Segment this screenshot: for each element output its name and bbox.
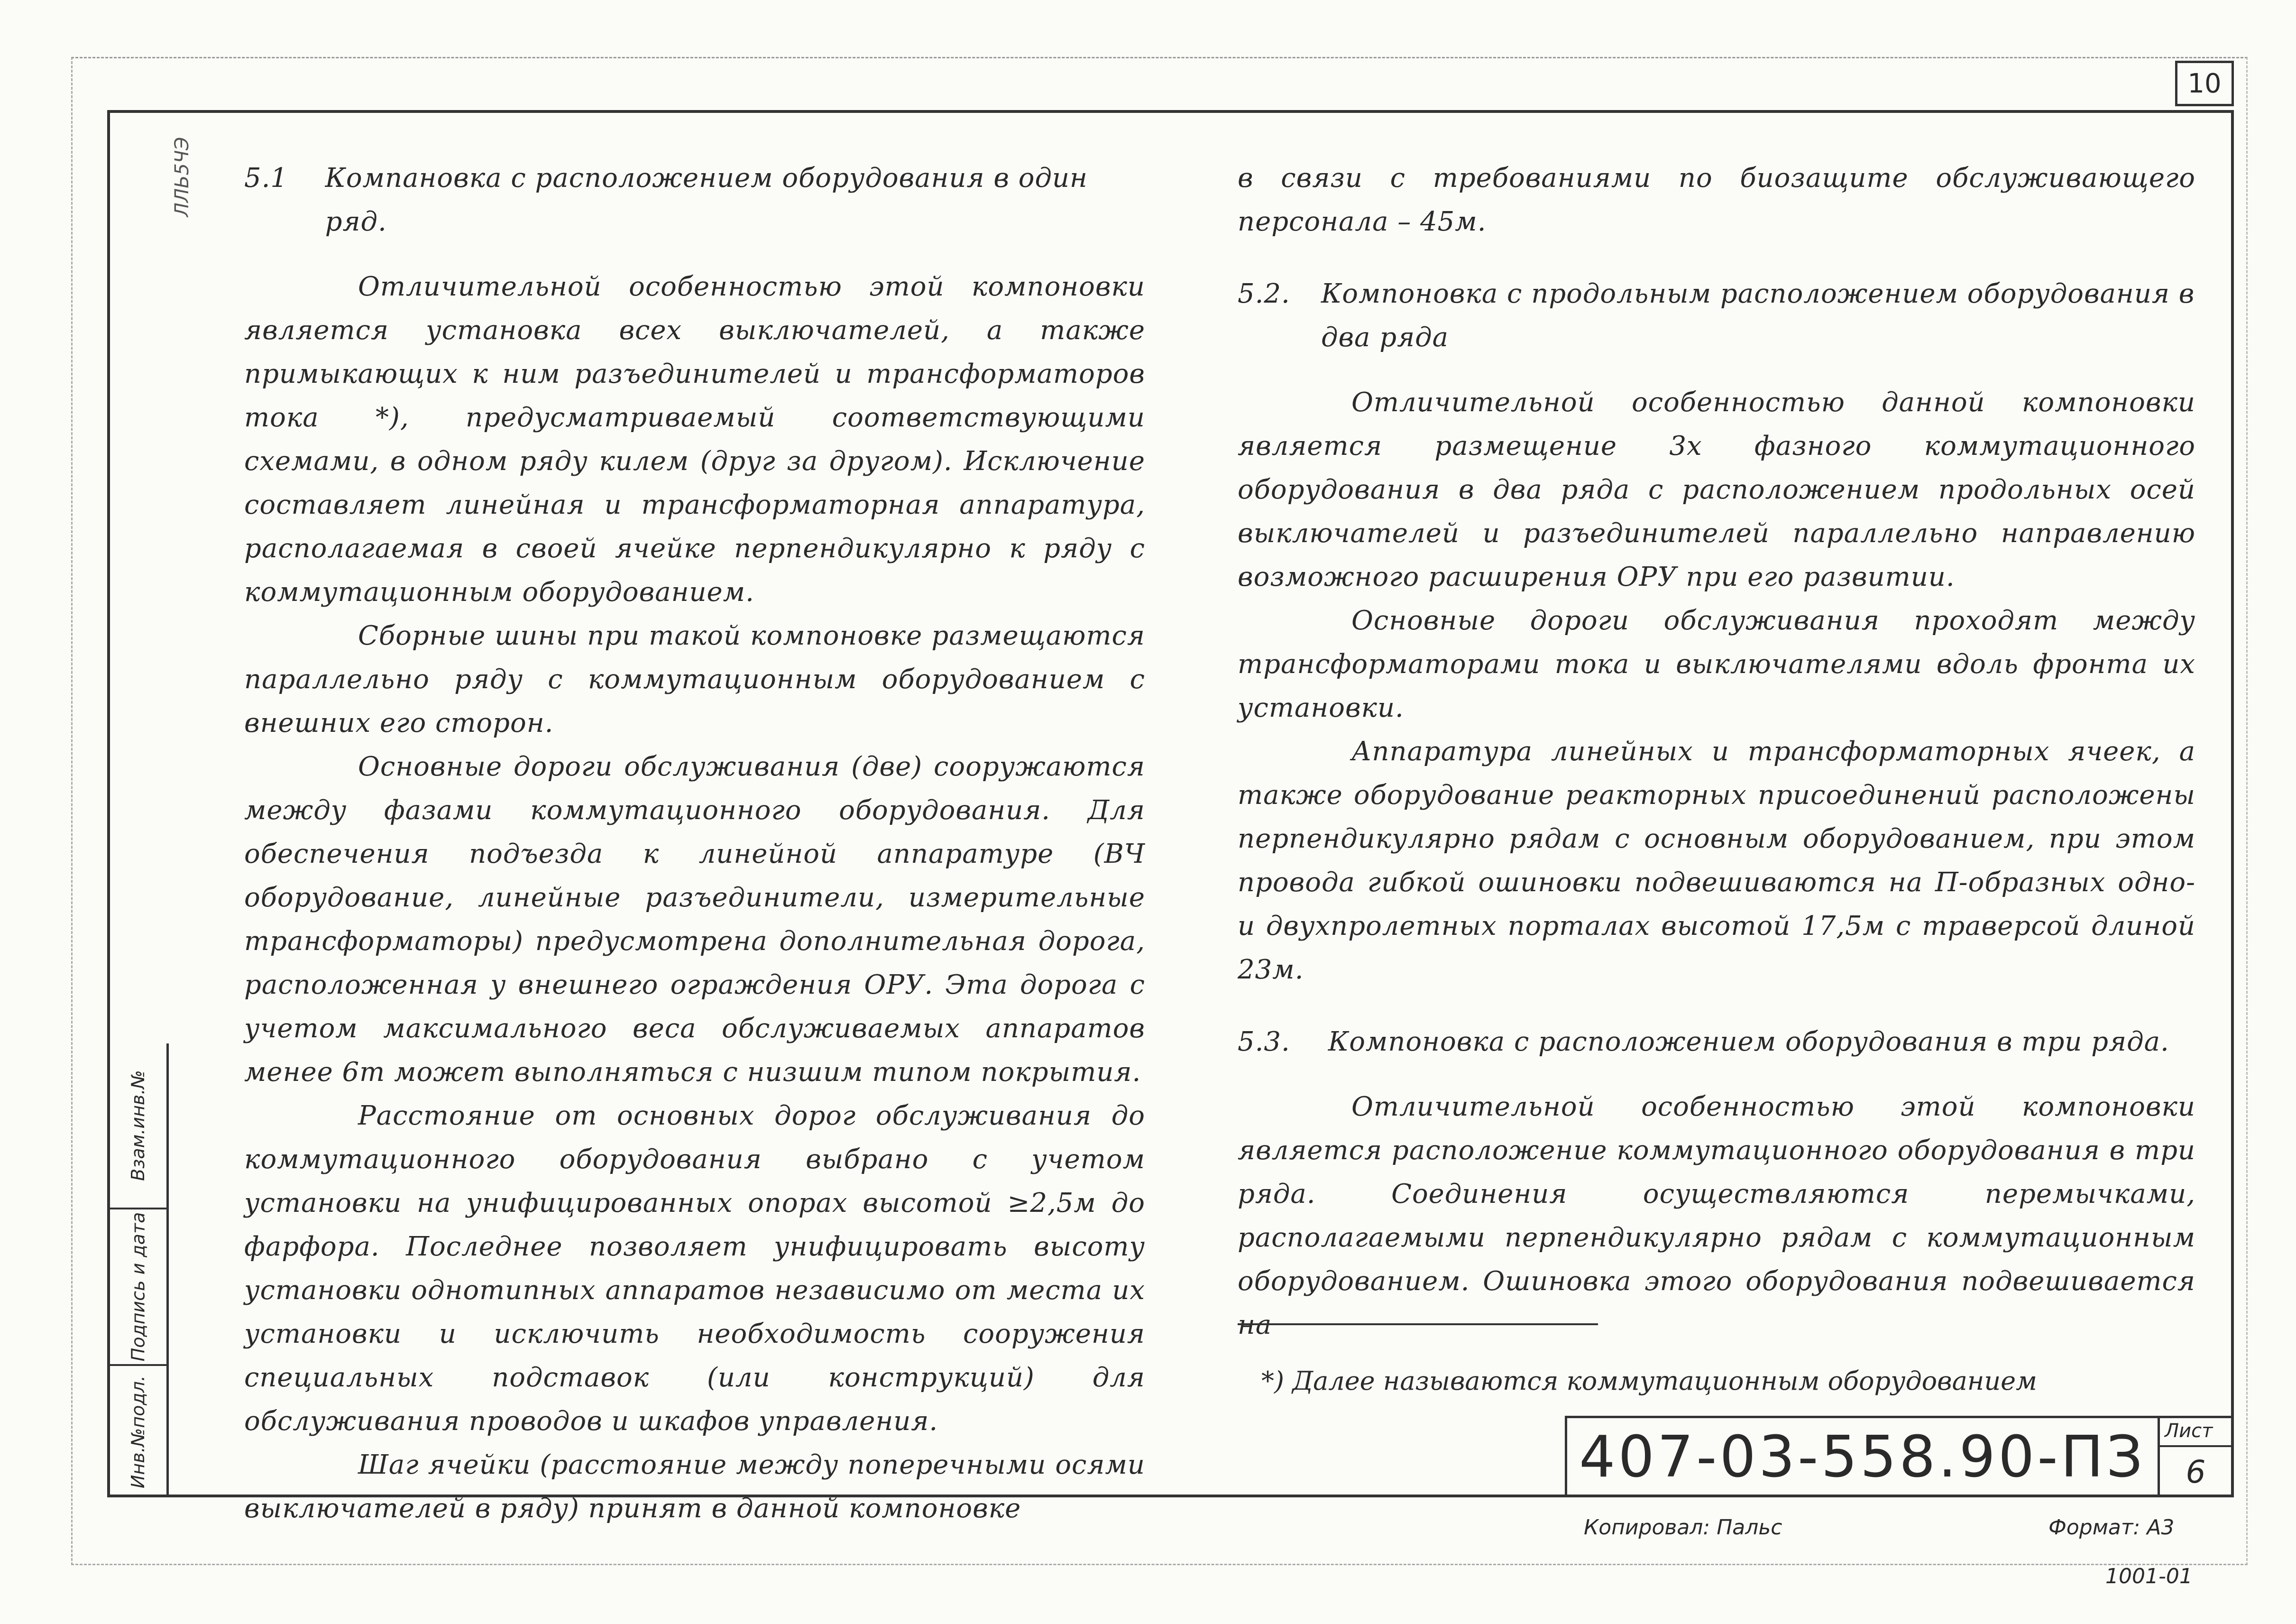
side-cell-inv-original: Инв.№подл. [128,1375,149,1488]
list-value: 6 [2160,1445,2232,1496]
section-5-2-heading [1238,272,2195,360]
paragraph: Отличительной особенностью этой компоновки является установка всех выключателей, а также примыкающих к ним разъединителей и трансформаторов тока *), предусматриваемый соответствующими схемами, в одном ряду килем (друг за другом). Исключение составляет линейная и трансформаторная аппаратура, располагаемая в своей ячейке перпендикулярно к ряду с коммутационным оборудованием. [244,271,1145,608]
left-column [244,157,1145,1531]
paragraph: Основные дороги обслуживания (две) сооружаются между фазами коммутационного оборудования. Для обеспечения подъезда к линейной аппаратуре (ВЧ оборудование, линейные разъединители, измерительные трансформаторы) предусмотрена дополнительная дорога, расположенная у внешнего ограждения ОРУ. Эта дорога с учетом максимального веса обслуживаемых аппаратов менее 6т может выполняться с низшим типом покрытия. [244,751,1145,1088]
side-cell-signature-date: Подпись и дата [107,1209,169,1366]
paragraph: Основные дороги обслуживания проходят между трансформаторами тока и выключателями вдоль фронта их установки. [1238,605,2195,723]
section-5-1-heading [244,157,1145,244]
list-label: Лист [2165,1420,2213,1442]
document-code: 407-03-558.90-ПЗ [1565,1416,2158,1496]
paper-format: Формат: А3 [2048,1515,2175,1540]
side-cell-inv-replace: Взам.инв.№ [107,1043,169,1209]
paragraph: Отличительной особенностью данной компоновки является размещение 3х фазного коммутационного оборудования в два ряда с расположением продольных осей выключателей и разъединителей параллельно направлению возможного расширения ОРУ при его развитии. [1238,387,2195,592]
section-title: Компановка с расположением оборудования в один ряд. [325,163,1088,237]
section-number: 5.2. [1238,278,1290,309]
paragraph: Аппаратура линейных и трансформаторных ячеек, а также оборудование реакторных присоединений расположены перпендикулярно рядам с основным оборудованием, при этом провода гибкой ошиновки подвешиваются на П-образных одно- и двухпролетных порталах высотой 17,5м с траверсой длиной 23м. [1238,736,2195,985]
side-signature-strip [107,1043,169,1497]
section-title: Компоновка с расположением оборудования в три ряда. [1328,1026,2169,1057]
paragraph: Шаг ячейки (расстояние между поперечными осями выключателей в ряду) принят в данной компоновке [244,1449,1145,1524]
paragraph: Сборные шины при такой компоновке размещаются параллельно ряду с коммутационным оборудованием с внешних его сторон. [244,620,1145,738]
paragraph: Расстояние от основных дорог обслуживания до коммутационного оборудования выбрано с учетом установки на унифицированных опорах высотой ≥2,5м до фарфора. Последнее позволяет унифицировать высоту установки однотипных аппаратов независимо от места их установки и исключить необходимость сооружения специальных подставок (или конструкций) для обслуживания проводов и шкафов управления. [244,1100,1145,1437]
copied-by: Копировал: Пальс [1584,1515,1782,1540]
section-number: 5.1 [244,163,288,194]
footnote: *) Далее называются коммутационным оборудованием [1261,1366,2037,1396]
sheet-number: 10 [2175,61,2234,106]
right-column [1238,157,2195,1347]
continuation-paragraph: в связи с требованиями по биозащите обслуживающего персонала – 45м. [1238,163,2195,237]
section-number: 5.3. [1238,1026,1290,1057]
footnote-divider [1238,1323,1598,1325]
sheet-list-cell [2158,1416,2232,1496]
section-title: Компоновка с продольным расположением оборудования в два ряда [1321,278,2195,353]
bottom-code: 1001-01 [2105,1564,2193,1588]
side-stamp: ЛЛЬ5ЧЭ [171,137,193,217]
section-5-3-heading [1238,1020,2195,1064]
paragraph: Отличительной особенностью этой компоновки является расположение коммутационного оборудования в три ряда. Соединения осуществляются перемычками, располагаемыми перпендикулярно рядам с коммутационным оборудованием. Ошиновка этого оборудования подвешивается на [1238,1091,2195,1340]
